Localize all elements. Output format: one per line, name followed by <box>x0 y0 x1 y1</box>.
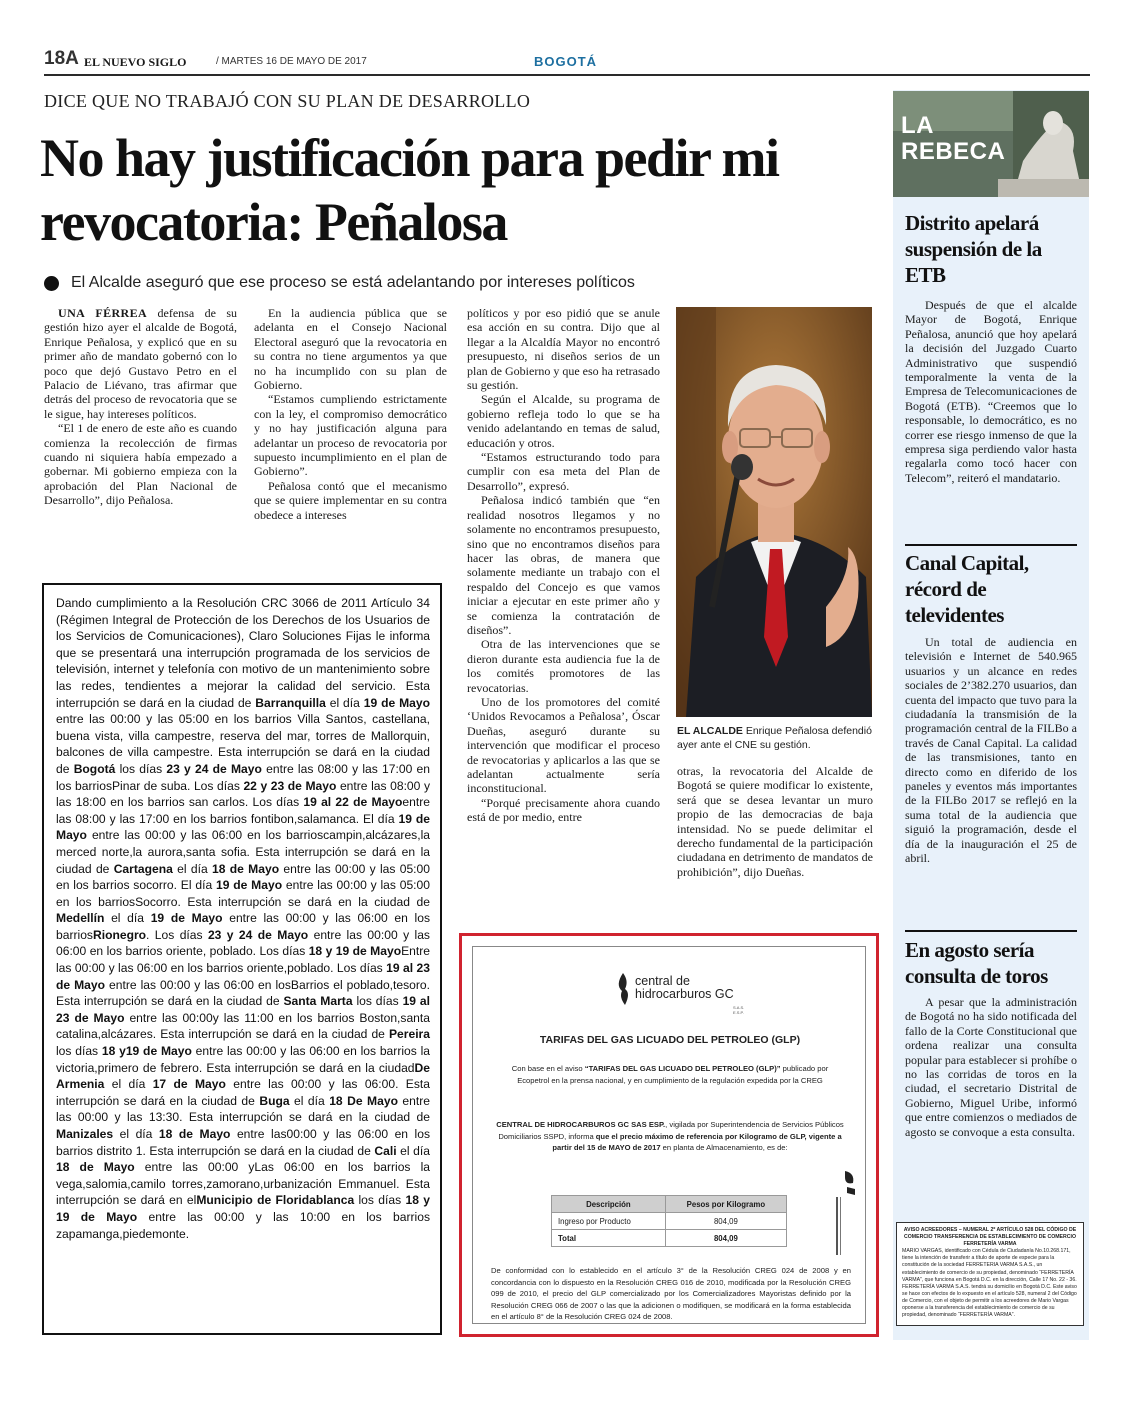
notice-run: entre las 00:00 y las 05:00 en los barrios Villa Santos, castellana, buena vista, villa campestre, reserva del mar, torres de Mallorquin, balcones de villa campestre. Esta interrupción se dará en la ciudad de <box>56 712 430 776</box>
notice-run: entre las 08:00 y las 17:00 en los barrios fontibon,salamanca. El día <box>56 795 430 826</box>
table-cell: Total <box>552 1230 666 1247</box>
notice-date: 23 y 24 de Mayo <box>207 927 309 942</box>
glp-ad-inner <box>472 946 866 1324</box>
notice-city: Santa Marta <box>283 994 353 1009</box>
notice-run: el día <box>396 1143 430 1158</box>
notice-run: entre las 08:00 y las 17:00 en los barriosPinar de suba. Los días <box>56 761 430 793</box>
article-paragraph: En la audiencia pública que se adelanta en el Consejo Nacional Electoral aseguró que la revocatoria en su contra no tiene argumentos ya que no ha incumplido con su plan de Gobierno. <box>254 306 447 393</box>
ad-run: en planta de Almacenamiento, es de: <box>660 1143 788 1152</box>
section-name: BOGOTÁ <box>534 54 598 69</box>
notice-run: el día <box>325 695 364 710</box>
notice-city: Municipio de Floridablanca <box>196 1193 355 1208</box>
notice-city: Barranquilla <box>255 695 326 710</box>
logo-subtitle: S.A.S. E.S.P. <box>733 1005 745 1015</box>
notice-date: 18 De Mayo <box>329 1093 398 1108</box>
glp-ad-title: TARIFAS DEL GAS LICUADO DEL PETROLEO (GLP) <box>539 1034 801 1046</box>
notice-run: el día <box>289 1093 330 1108</box>
article-paragraph: Peñalosa indicó también que “en realidad nosotros llegamos y no solamente no encontramos presupuesto, sino que no encontramos diseños para hacer las obras, de manera que solamente mediante un trabajo con el respaldo del Concejo es que vamos iniciar a ejecutar en este primer año y se comienza la contratación de diseños”. <box>467 493 660 637</box>
notice-city: Cartagena <box>113 861 173 876</box>
article-paragraph: Uno de los promotores del comité ‘Unidos Revocamos a Peñalosa’, Óscar Dueñas, aseguró durante su intervención que modificar el proceso de revocatorias y aplicarlos a las que se adelantan actualmente sería inconstitucional. <box>467 694 660 796</box>
notice-city: Medellín <box>56 911 105 926</box>
mayor-photo <box>676 307 872 717</box>
notice-date: 18 de Mayo <box>158 1127 231 1141</box>
notice-city: Rionegro <box>92 927 147 942</box>
logo-line: hidrocarburos GC <box>635 987 734 1001</box>
notice-date: 19 de Mayo <box>363 695 430 710</box>
ad-run: CENTRAL DE HIDROCARBUROS GC SAS ESP. <box>496 1120 666 1129</box>
newspaper-name: EL NUEVO SIGLO <box>84 55 187 69</box>
sidebar-headline-toros: En agosto sería consulta de toros <box>905 938 1048 988</box>
legal-notice-body: MARIO VARGAS, identificado con Cédula de Ciudadanía No.10.268.171, tiene la intención de transferir a título de aporte de especie para la constitución de la sociedad FERRETERIA VARMA S.A.S., un establecimiento de comercio de su propiedad, denominado “FERRETERÍA VARMA”, que funciona en Bogotá D.C. en la dirección, Calle 17 No. 22 - 36. FERRETERÍA VARMA S.A.S. tendrá su domicilio en Bogotá D.C. Este aviso se hace con efectos de lo expuesto en el artículo 528, numeral 2 del Código de Comercio, con el objeto de permitir a los acreedores de Mario Vargas oponerse a la transferencia del establecimiento de comercio de su propiedad, denominado “FERRETERÍA VARMA”. <box>902 1248 1077 1319</box>
notice-date: 23 y 24 de Mayo <box>166 761 262 776</box>
notice-run: los días <box>56 1044 102 1059</box>
ad-run: , vigilada por Superintendencia de Servicios Públicos Domiciliarios SSPD, informa <box>498 1120 844 1141</box>
notice-run: entre las 00:00 y las 06:00 en los barrios <box>56 911 431 942</box>
notice-date: 19 de Mayo <box>215 878 283 893</box>
sidebar-divider <box>905 930 1077 932</box>
superservicios-seal-icon <box>833 1167 857 1259</box>
notice-date: 19 de Mayo <box>56 811 430 843</box>
logo-line: central de <box>635 974 690 988</box>
article-paragraph: políticos y por eso pidió que se anule esa acción en su contra. Dijo que al llegar a la Alcaldía Mayor no encontró presupuesto, ni diseños serios de un plan de Gobierno y que eso ha retrasado su gestión. <box>467 306 660 393</box>
article-column-4 <box>677 764 873 879</box>
claro-service-notice <box>42 583 442 1335</box>
la-rebeca-label: LA REBECA <box>901 112 1006 165</box>
notice-city: Bogotá <box>73 761 116 776</box>
page-header <box>44 50 1090 76</box>
notice-run: el día <box>104 1077 153 1092</box>
ad-run: publicado por Ecopetrol en la prensa nacional, y en cumplimiento de la regulación expedida por la CREG <box>517 1064 829 1085</box>
article-paragraph: otras, la revocatoria del Alcalde de Bogotá se quiere modificar lo existente, será que se desea levantar un muro propio de las democracias de baja intensidad. No se puede delimitar el derecho fundamental de la participación ciudadana en detrimento de mandatos de prohibición”, dijo Dueñas. <box>677 764 873 879</box>
ad-run: Con base en el aviso <box>511 1064 585 1073</box>
sidebar-headline-etb: Distrito apelará suspensión de la ETB <box>905 211 1042 287</box>
notice-run: entre las 00:00 y las 05:00 en los barriosSocorro. Esta interrupción se dará en la ciudad de <box>56 878 430 909</box>
notice-run: el día <box>104 911 151 926</box>
notice-run: Entre las 00:00 y las 06:00 en los barrios oriente,poblado. Los días <box>56 944 430 976</box>
table-cell: 804,09 <box>665 1213 786 1230</box>
notice-run: Dando cumplimiento a la Resolución CRC 3066 de 2011 Artículo 34 (Régimen Integral de Protección de los Derechos de los Usuarios de los Servicios de Comunicaciones), Claro Soluciones Fijas le informa que se presentará una interrupción programada de los servicios de televisión, internet y telefonía con motivo de un mantenimiento sobre las redes, tendientes a mejorar la calidad del servicio. Esta interrupción se dará en la ciudad de <box>56 596 430 710</box>
article-paragraph: “Porqué precisamente ahora cuando está de por medio, entre <box>467 795 660 825</box>
notice-city: Pereira <box>388 1027 430 1042</box>
article-paragraph: “El 1 de enero de este año es cuando comienza la recolección de firmas cuando ni siquiera había empezado a gobernar. Mi gobierno empieza con la aprobación del Plan Nacional de Desarrollo”, dijo Peñalosa. <box>44 421 237 508</box>
glp-tariff-ad <box>459 933 879 1337</box>
caption-text: Enrique Peñalosa defendió ayer ante el CNE su gestión. <box>677 725 872 751</box>
notice-city: Cali <box>374 1143 397 1158</box>
notice-run: entre las 00:00 y las 06:00 en los barrioscampin,alcázares,la merced norte,la aurora,santa sofia. Esta interrupción se dará en la ciudad de <box>56 828 430 876</box>
notice-run: el día <box>172 861 212 876</box>
notice-run: entre las 00:00 yLas 06:00 en los barrios la vega,salomia,camilo torres,zamorano,urbanización Emmanuel. Esta interrupción se dará en el <box>56 1160 430 1208</box>
article-headline: No hay justificación para pedir mi revocatoria: Peñalosa <box>40 128 779 252</box>
glp-ad-paragraph <box>495 1119 845 1154</box>
bullet-icon <box>44 276 59 291</box>
sidebar-body-etb: Después de que el alcalde Mayor de Bogotá, Enrique Peñalosa, anunció que hoy apelará la decisión del Juzgado Cuarto Administrativo que suspendió temporalmente la venta de la Empresa de Telecomunicaciones de Bogotá (ETB). “Creemos que lo responsable, lo democrático, es no correr ese riesgo inmenso de que la empresa siga perdiendo valor hasta regalarla como tocó hacer con Telecom”, reiteró el mandatario. <box>905 298 1077 485</box>
notice-run: entre las 00:00 y las 10:00 en los barrios zapamanga,piedemonte. <box>56 1209 430 1241</box>
caption-lead: EL ALCALDE <box>677 725 743 737</box>
notice-run: entre las 00:00 y las 06:00 en los barrios la victoria,primero de febrero. Esta interrupción se dará en la ciudad <box>56 1044 430 1075</box>
lead-in: UNA FÉRREA <box>58 306 148 320</box>
notice-run: entre las 00:00 y las 06:00. Esta interrupción se dará en la ciudad de <box>56 1077 431 1108</box>
sidebar-divider <box>905 544 1077 546</box>
page-number: 18A <box>44 48 79 69</box>
notice-run: entre las 08:00 y las 18:00 en los barrios san carlos. Los días <box>56 778 430 810</box>
table-cell: 804,09 <box>665 1230 786 1247</box>
notice-run: entre las00:00 y las 06:00 en los barrios distrito 1. Esta interrupción se dará en la ciudad de <box>56 1127 431 1158</box>
notice-run: entre las 00:00 y las 06:00 en losBarrios el poblado,tesoro. Esta interrupción se dará en la ciudad de <box>56 977 431 1009</box>
article-subhead-row <box>44 274 864 292</box>
photo-caption <box>677 724 877 752</box>
article-paragraph: Otra de las intervenciones que se dieron durante esta audiencia fue la de los comités promotores de las revocatorias. <box>467 637 660 695</box>
notice-date: 19 al 23 de Mayo <box>56 994 430 1025</box>
notice-run: entre las 00:00 y las 13:30. Esta interrupción se dará en la ciudad de <box>56 1093 430 1125</box>
article-column-3 <box>467 306 660 825</box>
notice-date: 17 de Mayo <box>152 1077 226 1092</box>
sidebar-headline-canal-capital: Canal Capital, récord de televidentes <box>905 551 1029 627</box>
notice-date: 18 de Mayo <box>56 1160 135 1175</box>
article-column-1 <box>44 306 237 508</box>
notice-run: entre las 00:00 y las 05:00 en los barrios socorro. El día <box>56 861 430 893</box>
article-paragraph: “Estamos estructurando todo para cumplir con esa meta del Plan de Desarrollo”, expresó. <box>467 450 660 493</box>
notice-run: los días <box>115 761 167 776</box>
creditor-legal-notice <box>896 1222 1084 1326</box>
glp-price-table <box>551 1195 787 1247</box>
notice-date: 18 y 19 de Mayo <box>56 1193 430 1224</box>
notice-city: Buga <box>259 1093 290 1108</box>
la-rebeca-banner <box>893 91 1089 197</box>
paragraph-text: defensa de su gestión hizo ayer el alcalde de Bogotá, Enrique Peñalosa, y explicó que en su primer año de mandato gobernó con lo poco que dejó Gustavo Petro en el Palacio de Liévano, tras afirmar que detrás del proceso de revocatoria que se le sigue, hay intereses políticos. <box>44 306 237 421</box>
logo-text <box>635 975 734 1001</box>
table-header: Pesos por Kilogramo <box>665 1196 786 1213</box>
table-row <box>552 1230 787 1247</box>
sidebar-body-canal-capital: Un total de audiencia en televisión e Internet de 540.965 usuarios y un alcance en redes sociales de 2’382.270 usuarios, dan cuenta del impacto que tuvo para la ciudadanía la transmisión de la programación central de la FILBo a través de Canal Capital. La calidad de las transmisiones, tanto en directo como en diferido de los paneles y eventos más importantes de la FILBo 2017 se reflejó en la suma total de la audiencia que siguió la programación, desde el día de la inauguración el 25 de abril. <box>905 635 1077 866</box>
mayor-photo-illustration <box>676 307 872 717</box>
notice-run: entre las 00:00y las 11:00 en los barrios Boston,santa catalina,alcázares. Esta interrupción se dará en la ciudad de <box>56 1010 430 1042</box>
sidebar-body-toros: A pesar que la administración de Bogotá no ha sido notificada del fallo de la Corte Constitucional que ordena realizar una consulta popular para establecer si prohíbe o no las corridas de toros en la ciudad, el secretario Distrital de Gobierno, Miguel Uribe, informó que entre comienzos o mediados de agosto se convoque a esta consulta. <box>905 995 1077 1139</box>
flame-icon <box>613 971 633 1007</box>
notice-text <box>56 595 430 1242</box>
notice-date: 22 y 23 de Mayo <box>243 778 337 793</box>
notice-date: 18 de Mayo <box>212 861 280 876</box>
article-paragraph: “Estamos cumpliendo estrictamente con la ley, el compromiso democrático y no hay justificación alguna para adelantar un proceso de revocatoria por supuesto incumplimiento en el plan de Gobierno”. <box>254 392 447 479</box>
notice-date: 19 al 22 de Mayo <box>303 795 403 810</box>
notice-city: De Armenia <box>56 1060 430 1092</box>
table-row <box>552 1213 787 1230</box>
glp-ad-legal-paragraph: De conformidad con lo establecido en el artículo 3° de la Resolución CREG 024 de 2008 y en concordancia con lo dispuesto en la Resolución CREG 016 de 2010, modificada por la Resolución CREG 099 de 2010, el precio del GLP comercializado por los Comercializadores Mayoristas definido por la Resolución CREG 066 de 2007 o las que la adicionen o modifiquen, se modificará en la forma establecida en el artículo 8° de la Resolución CREG 024 de 2008. <box>491 1266 851 1321</box>
notice-date: 18 y19 de Mayo <box>101 1044 192 1059</box>
legal-notice-title: AVISO ACREEDORES – NUMERAL 2º ARTÍCULO 528 DEL CÓDIGO DE COMERCIO TRANSFERENCIA DE ESTABLECIMIENTO DE COMERCIO FERRETERÍA VARMA <box>903 1227 1077 1248</box>
table-header: Descripción <box>552 1196 666 1213</box>
glp-ad-paragraph <box>495 1063 845 1086</box>
article-paragraph: Según el Alcalde, su programa de gobierno refleja todo lo que se ha venido adelantando en temas de salud, educación y otros. <box>467 392 660 450</box>
notice-run: el día <box>113 1127 159 1141</box>
article-paragraph: Peñalosa contó que el mecanismo que se quiere implementar en su contra obedece a intereses <box>254 478 447 522</box>
table-cell: Ingreso por Producto <box>552 1213 666 1230</box>
notice-run: entre las 00:00 y las 06:00 en los barrios oriente, poblado. Los días <box>56 927 430 959</box>
article-kicker: DICE QUE NO TRABAJÓ CON SU PLAN DE DESARROLLO <box>44 91 531 111</box>
notice-city: Manizales <box>56 1127 114 1141</box>
ad-run: “TARIFAS DEL GAS LICUADO DEL PETROLEO (GLP)” <box>584 1064 781 1073</box>
notice-run: los días <box>354 1193 406 1208</box>
notice-run: . Los días <box>146 927 208 942</box>
article-column-2 <box>254 306 447 522</box>
table-header-row <box>552 1196 787 1213</box>
central-hidrocarburos-logo <box>613 969 753 1015</box>
notice-date: 19 al 23 de Mayo <box>56 961 430 992</box>
ad-run: que el precio máximo de referencia por Kilogramo de GLP, vigente a partir del 15 de MAYO de 2017 <box>552 1131 842 1152</box>
article-subhead: El Alcalde aseguró que ese proceso se está adelantando por intereses políticos <box>71 274 635 291</box>
notice-date: 18 y 19 de Mayo <box>308 944 402 959</box>
article-paragraph <box>44 306 237 421</box>
notice-date: 19 de Mayo <box>150 911 223 926</box>
issue-date: / MARTES 16 DE MAYO DE 2017 <box>216 56 367 67</box>
notice-run: los días <box>352 994 403 1009</box>
